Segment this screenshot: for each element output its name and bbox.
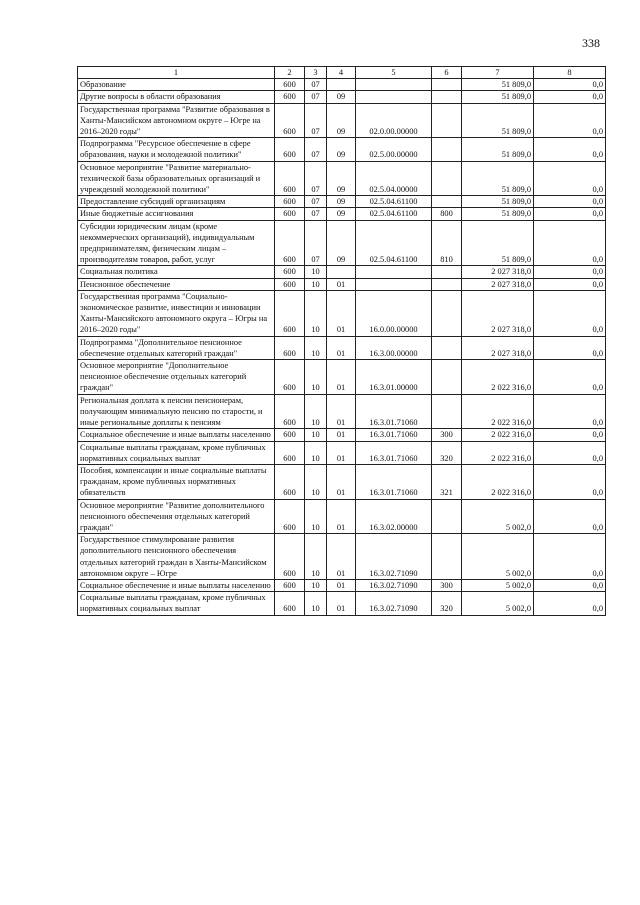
- amount-federal-cell: 0,0: [534, 579, 606, 591]
- target-article-code-cell: 16.0.00.00000: [356, 290, 432, 336]
- expense-type-code-cell: 320: [432, 592, 462, 615]
- target-article-code-cell: 16.3.01.00000: [356, 360, 432, 395]
- subsection-code-cell: 01: [327, 290, 356, 336]
- row-name-cell: Субсидии юридическим лицам (кроме некоммерческих организаций), индивидуальным предпринимателям, физическим лицам – производителям товаров, работ, услуг: [78, 220, 275, 266]
- column-header: 3: [305, 67, 327, 79]
- expense-type-code-cell: [432, 103, 462, 138]
- expense-type-code-cell: [432, 360, 462, 395]
- expense-type-code-cell: [432, 336, 462, 359]
- row-name-cell: Основное мероприятие "Дополнительное пенсионное обеспечение отдельных категорий граждан": [78, 360, 275, 395]
- subsection-code-cell: 09: [327, 103, 356, 138]
- section-code-cell: 10: [305, 360, 327, 395]
- table-row: [78, 208, 606, 220]
- target-article-code-cell: 16.3.02.71090: [356, 534, 432, 580]
- expense-type-code-cell: [432, 534, 462, 580]
- table-row: [78, 394, 606, 429]
- column-header: 1: [78, 67, 275, 79]
- row-name-cell: Социальное обеспечение и иные выплаты населению: [78, 429, 275, 441]
- section-code-cell: 07: [305, 196, 327, 208]
- target-article-code-cell: 02.5.04.61100: [356, 196, 432, 208]
- amount-cell: 2 027 318,0: [462, 266, 534, 278]
- amount-cell: 51 809,0: [462, 161, 534, 196]
- table-row: [78, 579, 606, 591]
- section-code-cell: 10: [305, 290, 327, 336]
- table-row: [78, 220, 606, 266]
- row-name-cell: Пенсионное обеспечение: [78, 278, 275, 290]
- target-article-code-cell: [356, 278, 432, 290]
- expense-type-code-cell: [432, 499, 462, 534]
- section-code-cell: 10: [305, 429, 327, 441]
- ministry-code-cell: 600: [275, 138, 305, 161]
- target-article-code-cell: 16.3.00.00000: [356, 336, 432, 359]
- section-code-cell: 10: [305, 579, 327, 591]
- amount-federal-cell: 0,0: [534, 220, 606, 266]
- subsection-code-cell: 01: [327, 592, 356, 615]
- section-code-cell: 10: [305, 592, 327, 615]
- section-code-cell: 10: [305, 336, 327, 359]
- subsection-code-cell: 01: [327, 429, 356, 441]
- target-article-code-cell: 02.5.04.61100: [356, 208, 432, 220]
- table-row: [78, 103, 606, 138]
- ministry-code-cell: 600: [275, 534, 305, 580]
- table-row: [78, 91, 606, 103]
- table-row: [78, 196, 606, 208]
- amount-federal-cell: 0,0: [534, 394, 606, 429]
- table-row: [78, 592, 606, 615]
- row-name-cell: Государственная программа "Социально-экономическое развитие, инвестиции и инновации Ханты-Мансийского автономного округа – Югры на 2016–2020 годы": [78, 290, 275, 336]
- table-header-row: [78, 67, 606, 79]
- row-name-cell: Иные бюджетные ассигнования: [78, 208, 275, 220]
- target-article-code-cell: 16.3.01.71060: [356, 441, 432, 464]
- row-name-cell: Основное мероприятие "Развитие дополнительного пенсионного обеспечения отдельных категорий граждан": [78, 499, 275, 534]
- ministry-code-cell: 600: [275, 579, 305, 591]
- target-article-code-cell: 16.3.02.00000: [356, 499, 432, 534]
- ministry-code-cell: 600: [275, 336, 305, 359]
- amount-federal-cell: 0,0: [534, 196, 606, 208]
- row-name-cell: Образование: [78, 79, 275, 91]
- expense-type-code-cell: [432, 394, 462, 429]
- ministry-code-cell: 600: [275, 220, 305, 266]
- expense-type-code-cell: 320: [432, 441, 462, 464]
- row-name-cell: Социальные выплаты гражданам, кроме публичных нормативных социальных выплат: [78, 441, 275, 464]
- subsection-code-cell: 01: [327, 579, 356, 591]
- section-code-cell: 10: [305, 278, 327, 290]
- page-number: 338: [582, 36, 600, 50]
- amount-federal-cell: 0,0: [534, 91, 606, 103]
- amount-cell: 2 022 316,0: [462, 360, 534, 395]
- target-article-code-cell: 16.3.01.71060: [356, 464, 432, 499]
- amount-cell: 5 002,0: [462, 579, 534, 591]
- amount-federal-cell: 0,0: [534, 103, 606, 138]
- target-article-code-cell: 02.5.04.61100: [356, 220, 432, 266]
- ministry-code-cell: 600: [275, 266, 305, 278]
- budget-table: [77, 66, 606, 616]
- section-code-cell: 10: [305, 534, 327, 580]
- table-row: [78, 79, 606, 91]
- section-code-cell: 07: [305, 91, 327, 103]
- table-row: [78, 441, 606, 464]
- amount-cell: 51 809,0: [462, 196, 534, 208]
- subsection-code-cell: 09: [327, 138, 356, 161]
- amount-federal-cell: 0,0: [534, 336, 606, 359]
- expense-type-code-cell: [432, 79, 462, 91]
- amount-cell: 2 022 316,0: [462, 441, 534, 464]
- subsection-code-cell: 01: [327, 441, 356, 464]
- ministry-code-cell: 600: [275, 499, 305, 534]
- amount-cell: 51 809,0: [462, 79, 534, 91]
- row-name-cell: Другие вопросы в области образования: [78, 91, 275, 103]
- target-article-code-cell: 02.5.00.00000: [356, 138, 432, 161]
- amount-cell: 2 022 316,0: [462, 429, 534, 441]
- ministry-code-cell: 600: [275, 103, 305, 138]
- amount-federal-cell: 0,0: [534, 79, 606, 91]
- section-code-cell: 07: [305, 138, 327, 161]
- ministry-code-cell: 600: [275, 79, 305, 91]
- section-code-cell: 10: [305, 464, 327, 499]
- section-code-cell: 07: [305, 79, 327, 91]
- ministry-code-cell: 600: [275, 592, 305, 615]
- expense-type-code-cell: [432, 278, 462, 290]
- subsection-code-cell: 09: [327, 196, 356, 208]
- target-article-code-cell: 02.0.00.00000: [356, 103, 432, 138]
- row-name-cell: Государственная программа "Развитие образования в Ханты-Мансийском автономном округе – Югре на 2016–2020 годы": [78, 103, 275, 138]
- amount-cell: 5 002,0: [462, 592, 534, 615]
- ministry-code-cell: 600: [275, 91, 305, 103]
- expense-type-code-cell: 810: [432, 220, 462, 266]
- column-header: 6: [432, 67, 462, 79]
- ministry-code-cell: 600: [275, 441, 305, 464]
- table-row: [78, 499, 606, 534]
- amount-cell: 51 809,0: [462, 220, 534, 266]
- target-article-code-cell: 16.3.02.71090: [356, 592, 432, 615]
- table-row: [78, 278, 606, 290]
- amount-cell: 2 027 318,0: [462, 290, 534, 336]
- expense-type-code-cell: [432, 138, 462, 161]
- row-name-cell: Государственное стимулирование развития дополнительного пенсионного обеспечения отдельных категорий граждан в Ханты-Мансийском автономном округе – Югре: [78, 534, 275, 580]
- amount-federal-cell: 0,0: [534, 360, 606, 395]
- ministry-code-cell: 600: [275, 394, 305, 429]
- subsection-code-cell: [327, 79, 356, 91]
- row-name-cell: Социальная политика: [78, 266, 275, 278]
- ministry-code-cell: 600: [275, 360, 305, 395]
- row-name-cell: Подпрограмма "Ресурсное обеспечение в сфере образования, науки и молодежной политики": [78, 138, 275, 161]
- subsection-code-cell: 01: [327, 394, 356, 429]
- amount-cell: 2 027 318,0: [462, 336, 534, 359]
- ministry-code-cell: 600: [275, 196, 305, 208]
- amount-federal-cell: 0,0: [534, 278, 606, 290]
- amount-cell: 5 002,0: [462, 499, 534, 534]
- expense-type-code-cell: [432, 161, 462, 196]
- amount-federal-cell: 0,0: [534, 266, 606, 278]
- table-row: [78, 290, 606, 336]
- row-name-cell: Основное мероприятие "Развитие материально-технической базы образовательных организаций и учреждений молодежной политики": [78, 161, 275, 196]
- amount-federal-cell: 0,0: [534, 290, 606, 336]
- subsection-code-cell: 09: [327, 220, 356, 266]
- table-row: [78, 266, 606, 278]
- amount-federal-cell: 0,0: [534, 138, 606, 161]
- table-row: [78, 429, 606, 441]
- ministry-code-cell: 600: [275, 464, 305, 499]
- column-header: 4: [327, 67, 356, 79]
- table-row: [78, 336, 606, 359]
- target-article-code-cell: 16.3.01.71060: [356, 394, 432, 429]
- amount-cell: 2 027 318,0: [462, 278, 534, 290]
- ministry-code-cell: 600: [275, 278, 305, 290]
- amount-federal-cell: 0,0: [534, 208, 606, 220]
- subsection-code-cell: 01: [327, 360, 356, 395]
- target-article-code-cell: [356, 91, 432, 103]
- expense-type-code-cell: 300: [432, 429, 462, 441]
- column-header: 7: [462, 67, 534, 79]
- column-header: 2: [275, 67, 305, 79]
- expense-type-code-cell: 321: [432, 464, 462, 499]
- section-code-cell: 10: [305, 499, 327, 534]
- expense-type-code-cell: 800: [432, 208, 462, 220]
- row-name-cell: Подпрограмма "Дополнительное пенсионное обеспечение отдельных категорий граждан": [78, 336, 275, 359]
- amount-federal-cell: 0,0: [534, 464, 606, 499]
- section-code-cell: 07: [305, 103, 327, 138]
- amount-federal-cell: 0,0: [534, 499, 606, 534]
- section-code-cell: 10: [305, 394, 327, 429]
- table-row: [78, 464, 606, 499]
- row-name-cell: Предоставление субсидий организациям: [78, 196, 275, 208]
- subsection-code-cell: 01: [327, 336, 356, 359]
- amount-federal-cell: 0,0: [534, 534, 606, 580]
- section-code-cell: 07: [305, 161, 327, 196]
- row-name-cell: Пособия, компенсации и иные социальные выплаты гражданам, кроме публичных нормативных обязательств: [78, 464, 275, 499]
- table-row: [78, 161, 606, 196]
- section-code-cell: 07: [305, 208, 327, 220]
- amount-cell: 51 809,0: [462, 138, 534, 161]
- subsection-code-cell: 09: [327, 208, 356, 220]
- amount-cell: 51 809,0: [462, 103, 534, 138]
- section-code-cell: 10: [305, 441, 327, 464]
- ministry-code-cell: 600: [275, 161, 305, 196]
- subsection-code-cell: 01: [327, 499, 356, 534]
- column-header: 5: [356, 67, 432, 79]
- ministry-code-cell: 600: [275, 290, 305, 336]
- amount-cell: 51 809,0: [462, 208, 534, 220]
- table-row: [78, 534, 606, 580]
- expense-type-code-cell: [432, 196, 462, 208]
- amount-federal-cell: 0,0: [534, 441, 606, 464]
- section-code-cell: 10: [305, 266, 327, 278]
- amount-federal-cell: 0,0: [534, 429, 606, 441]
- expense-type-code-cell: [432, 91, 462, 103]
- table-row: [78, 138, 606, 161]
- subsection-code-cell: 01: [327, 534, 356, 580]
- amount-federal-cell: 0,0: [534, 161, 606, 196]
- row-name-cell: Социальное обеспечение и иные выплаты населению: [78, 579, 275, 591]
- target-article-code-cell: [356, 266, 432, 278]
- amount-cell: 51 809,0: [462, 91, 534, 103]
- expense-type-code-cell: [432, 266, 462, 278]
- section-code-cell: 07: [305, 220, 327, 266]
- amount-cell: 5 002,0: [462, 534, 534, 580]
- subsection-code-cell: 09: [327, 161, 356, 196]
- subsection-code-cell: 09: [327, 91, 356, 103]
- expense-type-code-cell: [432, 290, 462, 336]
- ministry-code-cell: 600: [275, 208, 305, 220]
- subsection-code-cell: 01: [327, 278, 356, 290]
- amount-cell: 2 022 316,0: [462, 464, 534, 499]
- amount-federal-cell: 0,0: [534, 592, 606, 615]
- target-article-code-cell: [356, 79, 432, 91]
- column-header: 8: [534, 67, 606, 79]
- amount-cell: 2 022 316,0: [462, 394, 534, 429]
- target-article-code-cell: 16.3.01.71060: [356, 429, 432, 441]
- target-article-code-cell: 16.3.02.71090: [356, 579, 432, 591]
- target-article-code-cell: 02.5.04.00000: [356, 161, 432, 196]
- subsection-code-cell: 01: [327, 464, 356, 499]
- subsection-code-cell: [327, 266, 356, 278]
- row-name-cell: Региональная доплата к пенсии пенсионерам, получающим минимальную пенсию по старости, и иные региональные доплаты к пенсиям: [78, 394, 275, 429]
- ministry-code-cell: 600: [275, 429, 305, 441]
- expense-type-code-cell: 300: [432, 579, 462, 591]
- row-name-cell: Социальные выплаты гражданам, кроме публичных нормативных социальных выплат: [78, 592, 275, 615]
- table-row: [78, 360, 606, 395]
